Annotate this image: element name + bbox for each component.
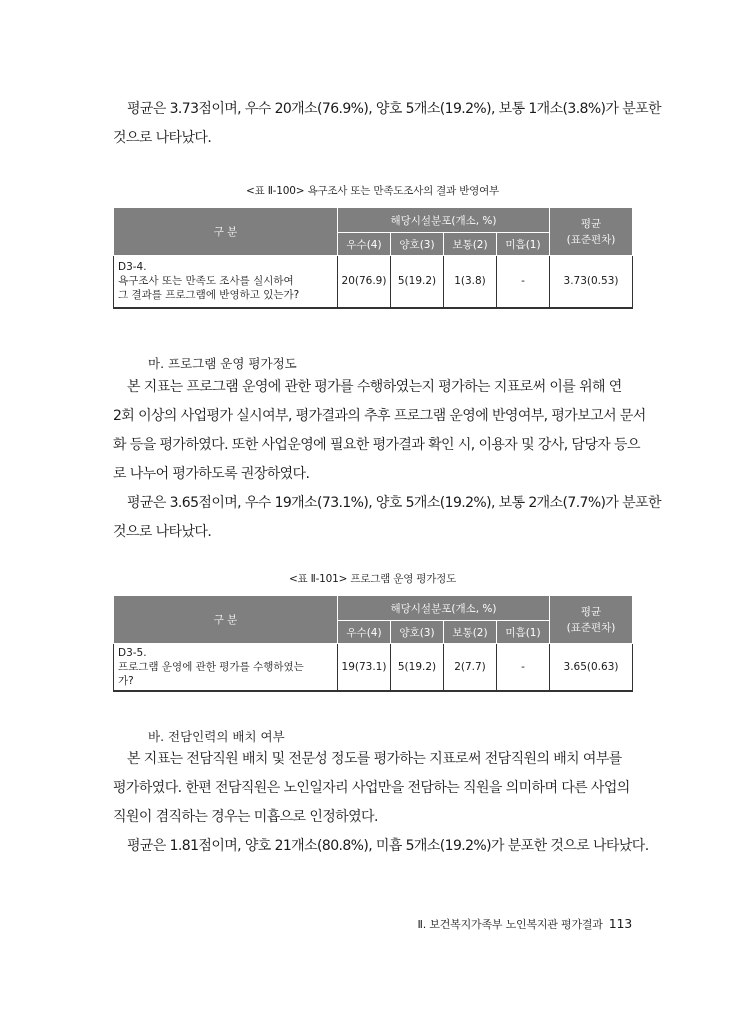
header-excellent: 우수(4) xyxy=(338,233,391,256)
value-good: 5(19.2) xyxy=(391,644,444,692)
page-number: 113 xyxy=(608,916,632,931)
header-distribution: 해당시설분포(개소, %) xyxy=(338,596,550,621)
paragraph-line: 본 지표는 프로그램 운영에 관한 평가를 수행하였는지 평가하는 지표로써 이를 위해 연 xyxy=(127,379,622,395)
value-normal: 1(3.8) xyxy=(444,256,497,308)
question-text: 욕구조사 또는 만족도 조사를 실시하여 그 결과를 프로그램에 반영하고 있는가? xyxy=(118,275,300,302)
paragraph-line: 평균은 3.73점이며, 우수 20개소(76.9%), 양호 5개소(19.2%), 보통 1개소(3.8%)가 분포한 xyxy=(127,101,661,117)
table-row xyxy=(114,644,633,692)
value-good: 5(19.2) xyxy=(391,256,444,308)
summary-paragraph-1 xyxy=(113,95,661,153)
header-poor: 미흡(1) xyxy=(497,233,550,256)
question-cell xyxy=(114,644,338,692)
page-footer xyxy=(418,916,632,932)
question-code: D3-4. xyxy=(118,261,147,274)
paragraph-line: 2회 이상의 사업평가 실시여부, 평가결과의 추후 프로그램 운영에 반영여부, 평가보고서 문서 xyxy=(113,408,646,424)
question-code: D3-5. xyxy=(118,647,147,659)
value-average: 3.65(0.63) xyxy=(550,644,633,692)
paragraph-line: 평가하였다. 한편 전담직원은 노인일자리 사업만을 전담하는 직원을 의미하며 다른 사업의 xyxy=(113,780,630,796)
header-category: 구 분 xyxy=(114,596,338,644)
header-excellent: 우수(4) xyxy=(338,621,391,644)
header-normal: 보통(2) xyxy=(444,233,497,256)
header-average xyxy=(550,596,633,644)
value-normal: 2(7.7) xyxy=(444,644,497,692)
header-average-label: 평균 (표준편차) xyxy=(566,217,616,246)
value-excellent: 20(76.9) xyxy=(338,256,391,308)
question-text: 프로그램 운영에 관한 평가를 수행하였는가? xyxy=(118,661,304,687)
header-good: 양호(3) xyxy=(391,621,444,644)
paragraph-line: 것으로 나타났다. xyxy=(113,524,212,540)
paragraph-line: 평균은 1.81점이며, 양호 21개소(80.8%), 미흡 5개소(19.2%)가 분포한 것으로 나타났다. xyxy=(127,838,649,854)
data-table xyxy=(113,207,633,309)
header-category: 구 분 xyxy=(114,208,338,256)
header-normal: 보통(2) xyxy=(444,621,497,644)
table-caption: <표 Ⅱ-101> 프로그램 운영 평가정도 xyxy=(288,573,457,585)
paragraph-line: 로 나누어 평가하도록 권장하였다. xyxy=(113,466,310,482)
paragraph-line: 본 지표는 전담직원 배치 및 전문성 정도를 평가하는 지표로써 전담직원의 배치 여부를 xyxy=(127,751,622,767)
header-good: 양호(3) xyxy=(391,233,444,256)
paragraph-line: 직원이 겸직하는 경우는 미흡으로 인정하였다. xyxy=(113,809,378,825)
header-average xyxy=(550,208,633,256)
paragraph-line: 평균은 3.65점이며, 우수 19개소(73.1%), 양호 5개소(19.2%), 보통 2개소(7.7%)가 분포한 xyxy=(127,495,661,511)
question-cell xyxy=(114,256,338,308)
section-paragraph xyxy=(113,745,649,861)
section-heading: 마. 프로그램 운영 평가정도 xyxy=(148,356,297,371)
header-distribution: 해당시설분포(개소, %) xyxy=(338,208,550,233)
header-average-label: 평균 (표준편차) xyxy=(566,605,616,634)
paragraph-line: 것으로 나타났다. xyxy=(113,130,212,146)
value-poor: - xyxy=(497,644,550,692)
header-poor: 미흡(1) xyxy=(497,621,550,644)
section-heading: 바. 전담인력의 배치 여부 xyxy=(148,729,285,744)
data-table xyxy=(113,595,633,692)
table-caption: <표 Ⅱ-100> 욕구조사 또는 만족도조사의 결과 반영여부 xyxy=(246,185,499,197)
value-excellent: 19(73.1) xyxy=(338,644,391,692)
paragraph-line: 화 등을 평가하였다. 또한 사업운영에 필요한 평가결과 확인 시, 이용자 및 강사, 담당자 등으 xyxy=(113,437,640,453)
footer-chapter-title: Ⅱ. 보건복지가족부 노인복지관 평가결과 xyxy=(417,918,603,931)
value-average: 3.73(0.53) xyxy=(550,256,633,308)
table-row xyxy=(114,256,633,308)
value-poor: - xyxy=(497,256,550,308)
section-paragraph xyxy=(113,373,661,547)
